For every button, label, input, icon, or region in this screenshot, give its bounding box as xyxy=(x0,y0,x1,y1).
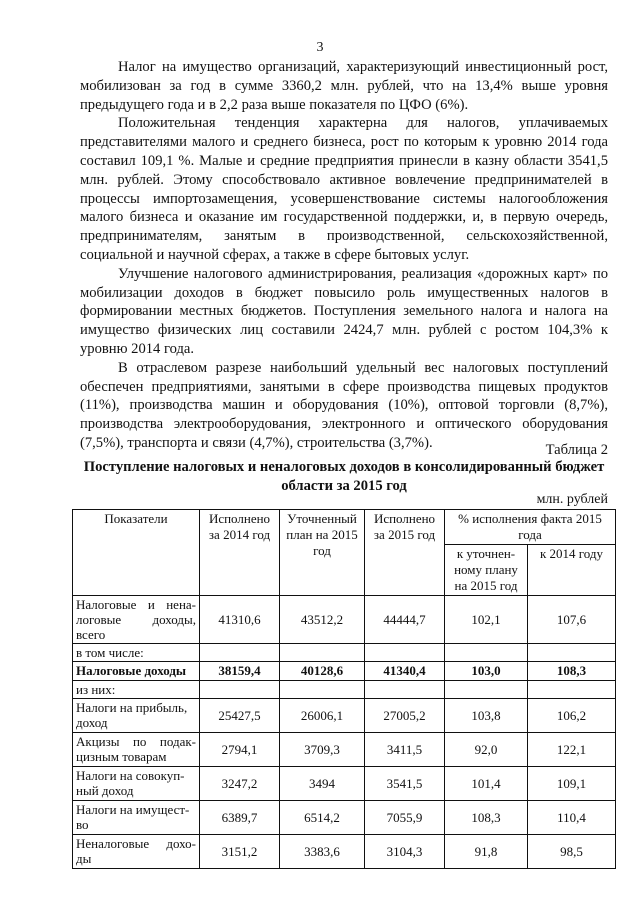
cell-exec-2014: 25427,5 xyxy=(200,699,280,733)
cell-percent-plan: 101,4 xyxy=(445,767,528,801)
cell-percent-2014: 98,5 xyxy=(528,835,616,869)
row-label: Налоги на имущест-во xyxy=(73,801,200,835)
row-label: Налоговые и нена-логовые доходы, всего xyxy=(73,596,200,644)
paragraph-industry-breakdown: В отраслевом разрезе наибольший удельный вес налоговых поступлений обеспечен предприятиями, занятыми в сфере производства пищевых продуктов (11%), производства машин и оборудования (10%), оптовой торговли (8,7%), производства электрооборудования, электронного и оптического оборудования (7,5%), транспорта и связи (4,7%), строительства (3,7%). xyxy=(80,359,608,451)
cell-percent-plan: 91,8 xyxy=(445,835,528,869)
row-label: в том числе: xyxy=(73,644,200,662)
header-plan-2015: Уточненный план на 2015 год xyxy=(280,510,365,596)
page-number: 3 xyxy=(316,40,324,55)
cell-exec-2014: 6389,7 xyxy=(200,801,280,835)
row-label: из них: xyxy=(73,681,200,699)
header-percent-2014: к 2014 году xyxy=(528,545,616,596)
cell-plan-2015: 40128,6 xyxy=(280,662,365,681)
cell-percent-plan xyxy=(445,644,528,662)
cell-percent-2014: 107,6 xyxy=(528,596,616,644)
cell-exec-2014 xyxy=(200,644,280,662)
header-percent-plan: к уточнен-ному плану на 2015 год xyxy=(445,545,528,596)
cell-percent-2014: 122,1 xyxy=(528,733,616,767)
table-row xyxy=(73,681,616,699)
table-row xyxy=(73,596,616,644)
table-row xyxy=(73,801,616,835)
cell-exec-2014: 3247,2 xyxy=(200,767,280,801)
cell-percent-plan: 108,3 xyxy=(445,801,528,835)
cell-percent-2014 xyxy=(528,681,616,699)
cell-percent-plan: 103,8 xyxy=(445,699,528,733)
cell-plan-2015: 43512,2 xyxy=(280,596,365,644)
cell-exec-2015: 3104,3 xyxy=(365,835,445,869)
header-exec-2015: Исполнено за 2015 год xyxy=(365,510,445,596)
header-exec-2014: Исполнено за 2014 год xyxy=(200,510,280,596)
row-label: Налоги на совокуп-ный доход xyxy=(73,767,200,801)
cell-percent-plan xyxy=(445,681,528,699)
cell-exec-2015 xyxy=(365,644,445,662)
table-units: млн. рублей xyxy=(536,492,608,507)
cell-percent-plan: 103,0 xyxy=(445,662,528,681)
cell-exec-2015: 41340,4 xyxy=(365,662,445,681)
cell-plan-2015: 3494 xyxy=(280,767,365,801)
cell-exec-2014 xyxy=(200,681,280,699)
header-indicator: Показатели xyxy=(73,510,200,596)
cell-exec-2015: 44444,7 xyxy=(365,596,445,644)
cell-exec-2014: 41310,6 xyxy=(200,596,280,644)
paragraph-tax-administration: Улучшение налогового администрирования, реализация «дорожных карт» по мобилизации доходов в бюджет повысило роль имущественных налогов в формировании местных бюджетов. Поступления земельного налога и налога на имущество физических лиц составили 2424,7 млн. рублей с ростом 104,3% к уровню 2014 года. xyxy=(80,265,608,357)
cell-percent-2014: 110,4 xyxy=(528,801,616,835)
cell-plan-2015: 3383,6 xyxy=(280,835,365,869)
cell-percent-plan: 92,0 xyxy=(445,733,528,767)
table-title: Поступление налоговых и неналоговых доходов в консолидированный бюджет области за 2015 год xyxy=(83,459,605,494)
table-row xyxy=(73,662,616,681)
cell-percent-2014: 106,2 xyxy=(528,699,616,733)
cell-exec-2015: 3411,5 xyxy=(365,733,445,767)
cell-exec-2015: 3541,5 xyxy=(365,767,445,801)
cell-plan-2015: 26006,1 xyxy=(280,699,365,733)
cell-exec-2015: 7055,9 xyxy=(365,801,445,835)
row-label: Налоговые доходы xyxy=(73,662,200,681)
row-label: Неналоговые дохо-ды xyxy=(73,835,200,869)
header-percent-group: % исполнения факта 2015 года xyxy=(445,510,616,545)
table-row xyxy=(73,644,616,662)
cell-exec-2015: 27005,2 xyxy=(365,699,445,733)
cell-exec-2014: 3151,2 xyxy=(200,835,280,869)
revenue-table xyxy=(72,509,616,869)
body-text xyxy=(80,58,608,453)
cell-exec-2014: 38159,4 xyxy=(200,662,280,681)
paragraph-small-business: Положительная тенденция характерна для налогов, уплачиваемых представителями малого и среднего бизнеса, рост по которым к уровню 2014 года составил 109,1 %. Малые и средние предприятия принесли в казну области 3541,5 млн. рублей. Этому способствовало активное вовлечение предпринимателей в процессы импортозамещения, усовершенствование системы налогообложения малого бизнеса и оказание им государственной поддержки, и, в первую очередь, предпринимателям, занятым в производственной, сельскохозяйственной, социальной и научной сферах, а также в сфере бытовых услуг. xyxy=(80,115,608,263)
table-row xyxy=(73,733,616,767)
table-row xyxy=(73,699,616,733)
cell-plan-2015 xyxy=(280,644,365,662)
table-row xyxy=(73,767,616,801)
cell-percent-plan: 102,1 xyxy=(445,596,528,644)
table-number-label: Таблица 2 xyxy=(545,442,608,458)
cell-plan-2015 xyxy=(280,681,365,699)
row-label: Акцизы по подак-цизным товарам xyxy=(73,733,200,767)
cell-exec-2015 xyxy=(365,681,445,699)
cell-percent-2014: 108,3 xyxy=(528,662,616,681)
paragraph-property-tax: Налог на имущество организаций, характеризующий инвестиционный рост, мобилизован за год в сумме 3360,2 млн. рублей, что на 13,4% выше уровня предыдущего года и в 2,2 раза выше показателя по ЦФО (6%). xyxy=(80,59,608,113)
cell-percent-2014: 109,1 xyxy=(528,767,616,801)
cell-plan-2015: 3709,3 xyxy=(280,733,365,767)
cell-percent-2014 xyxy=(528,644,616,662)
table-row xyxy=(73,835,616,869)
row-label: Налоги на прибыль, доход xyxy=(73,699,200,733)
cell-plan-2015: 6514,2 xyxy=(280,801,365,835)
cell-exec-2014: 2794,1 xyxy=(200,733,280,767)
